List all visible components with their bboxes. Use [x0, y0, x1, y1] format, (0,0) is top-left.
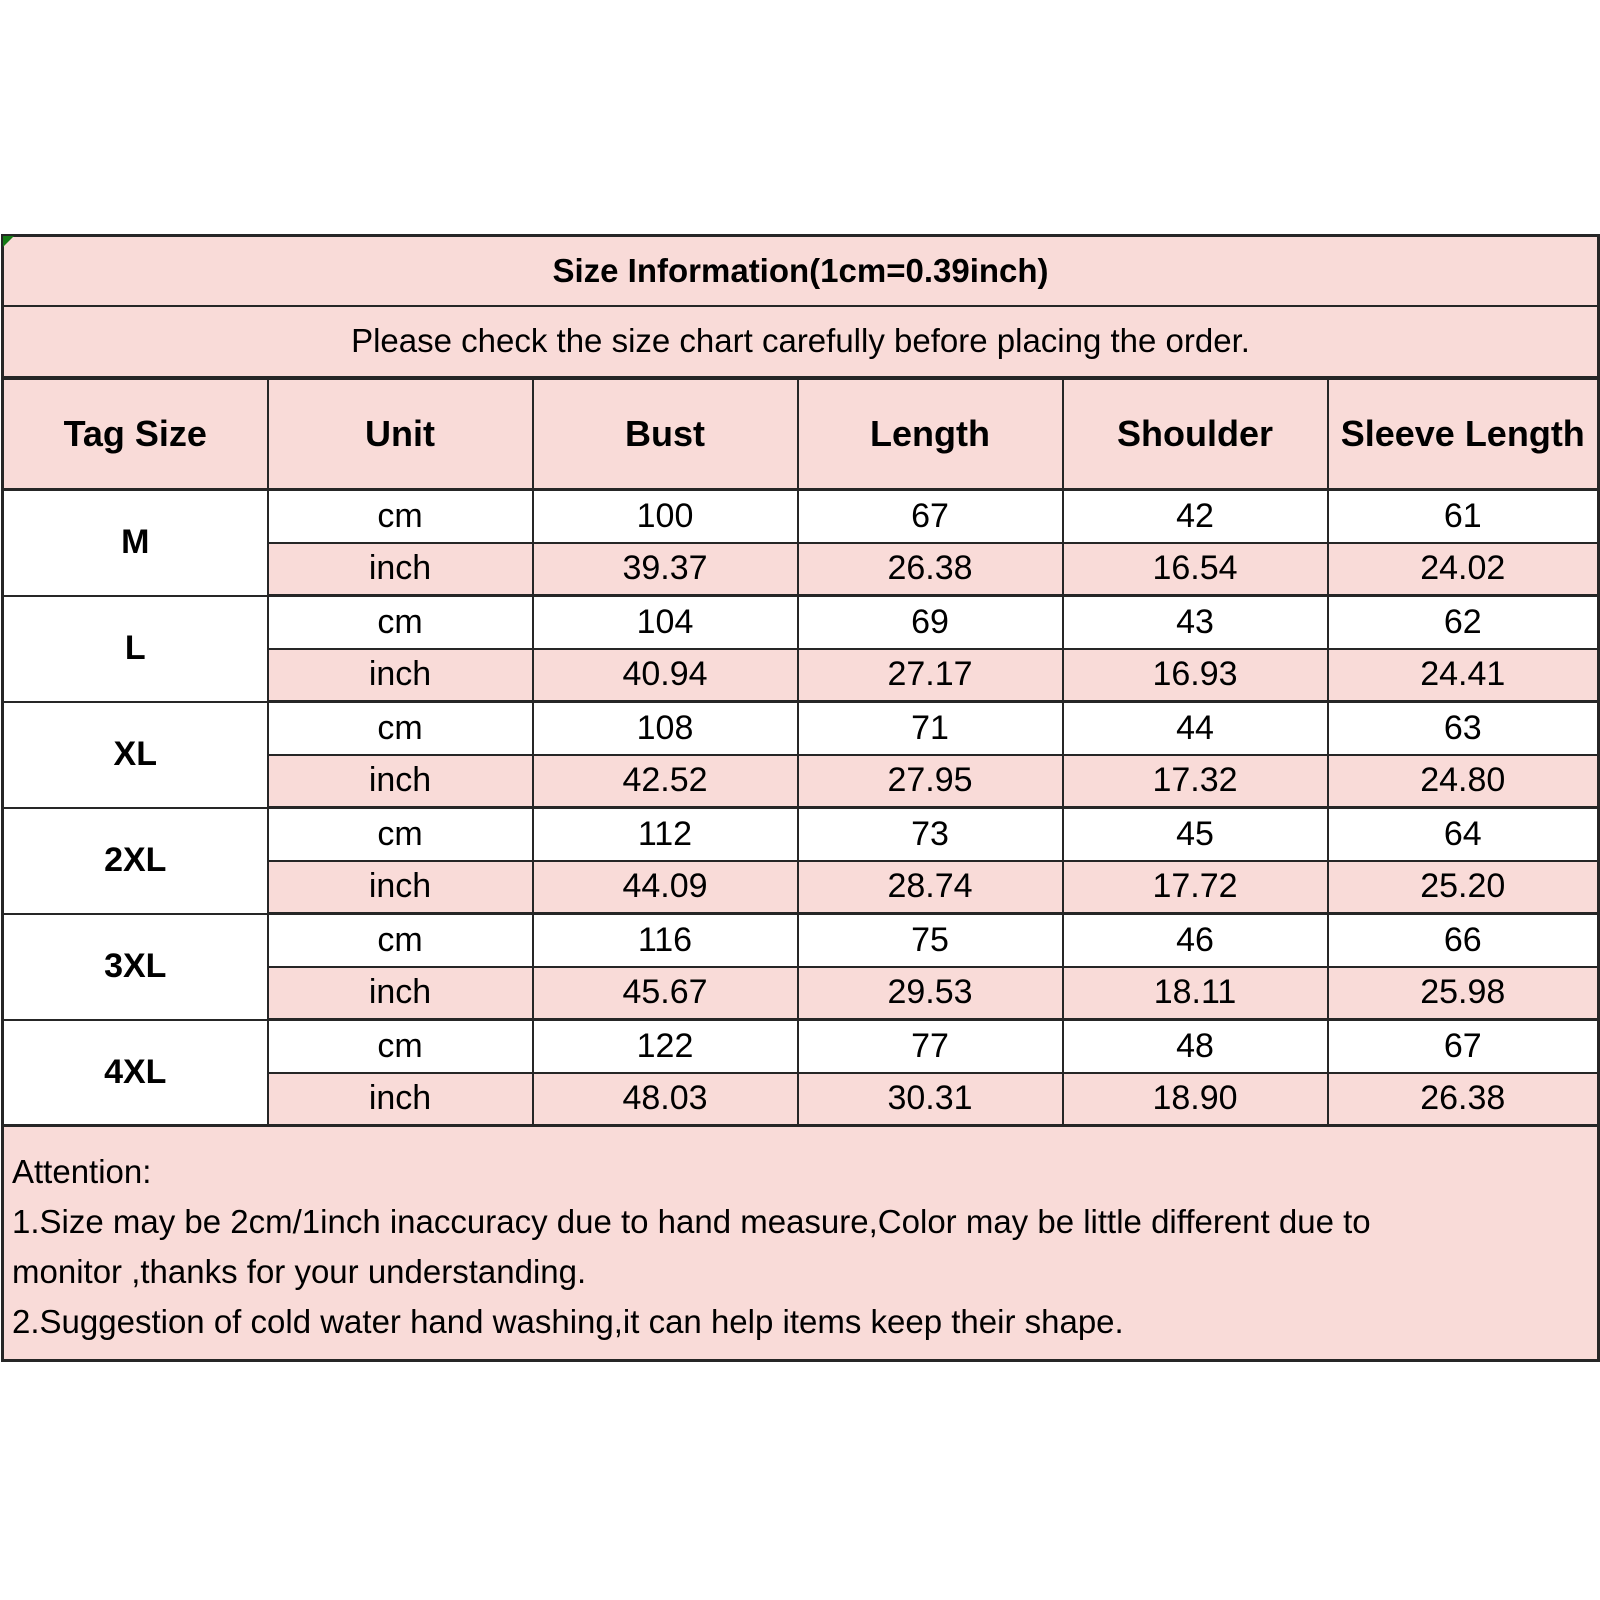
attention-note	[3, 1126, 1599, 1361]
measurement-cell: 16.54	[1063, 543, 1328, 596]
measurement-cell: 48.03	[533, 1073, 798, 1126]
column-header-tag-size: Tag Size	[3, 378, 268, 490]
measurement-cell: 16.93	[1063, 649, 1328, 702]
measurement-cell: 25.98	[1328, 967, 1599, 1020]
measurement-cell: 104	[533, 596, 798, 649]
unit-cell: inch	[268, 543, 533, 596]
measurement-cell: 67	[1328, 1020, 1599, 1073]
measurement-cell: 24.41	[1328, 649, 1599, 702]
unit-cell: inch	[268, 1073, 533, 1126]
column-header-row	[3, 378, 1599, 490]
measurement-cell: 24.80	[1328, 755, 1599, 808]
attention-line: 1.Size may be 2cm/1inch inaccuracy due to hand measure,Color may be little different due to	[12, 1203, 1371, 1240]
measurement-cell: 28.74	[798, 861, 1063, 914]
size-row-2xl-cm	[3, 808, 1599, 861]
measurement-cell: 69	[798, 596, 1063, 649]
measurement-cell: 75	[798, 914, 1063, 967]
measurement-cell: 27.17	[798, 649, 1063, 702]
size-chart-table	[1, 234, 1600, 1362]
measurement-cell: 67	[798, 490, 1063, 543]
unit-cell: inch	[268, 967, 533, 1020]
unit-cell: cm	[268, 1020, 533, 1073]
unit-cell: cm	[268, 490, 533, 543]
column-header-sleeve-length: Sleeve Length	[1328, 378, 1599, 490]
measurement-cell: 17.72	[1063, 861, 1328, 914]
measurement-cell: 63	[1328, 702, 1599, 755]
size-row-4xl-cm	[3, 1020, 1599, 1073]
measurement-cell: 48	[1063, 1020, 1328, 1073]
measurement-cell: 30.31	[798, 1073, 1063, 1126]
size-row-l-cm	[3, 596, 1599, 649]
measurement-cell: 18.90	[1063, 1073, 1328, 1126]
measurement-cell: 18.11	[1063, 967, 1328, 1020]
measurement-cell: 61	[1328, 490, 1599, 543]
unit-cell: cm	[268, 702, 533, 755]
measurement-cell: 25.20	[1328, 861, 1599, 914]
unit-cell: cm	[268, 808, 533, 861]
tag-size-cell: XL	[3, 702, 268, 808]
measurement-cell: 39.37	[533, 543, 798, 596]
unit-cell: inch	[268, 649, 533, 702]
unit-cell: cm	[268, 596, 533, 649]
measurement-cell: 100	[533, 490, 798, 543]
measurement-cell: 66	[1328, 914, 1599, 967]
chart-title: Size Information(1cm=0.39inch)	[3, 236, 1599, 306]
measurement-cell: 27.95	[798, 755, 1063, 808]
measurement-cell: 73	[798, 808, 1063, 861]
measurement-cell: 40.94	[533, 649, 798, 702]
measurement-cell: 24.02	[1328, 543, 1599, 596]
measurement-cell: 45	[1063, 808, 1328, 861]
tag-size-cell: 2XL	[3, 808, 268, 914]
subtitle-row	[3, 306, 1599, 378]
tag-size-cell: 4XL	[3, 1020, 268, 1126]
attention-heading: Attention:	[12, 1153, 152, 1190]
column-header-bust: Bust	[533, 378, 798, 490]
measurement-cell: 29.53	[798, 967, 1063, 1020]
chart-subtitle: Please check the size chart carefully before placing the order.	[3, 306, 1599, 378]
tag-size-cell: 3XL	[3, 914, 268, 1020]
measurement-cell: 26.38	[1328, 1073, 1599, 1126]
corner-marker-icon	[3, 236, 14, 247]
size-row-3xl-cm	[3, 914, 1599, 967]
measurement-cell: 71	[798, 702, 1063, 755]
title-row	[3, 236, 1599, 306]
measurement-cell: 42	[1063, 490, 1328, 543]
measurement-cell: 45.67	[533, 967, 798, 1020]
measurement-cell: 112	[533, 808, 798, 861]
size-row-xl-cm	[3, 702, 1599, 755]
measurement-cell: 42.52	[533, 755, 798, 808]
measurement-cell: 44.09	[533, 861, 798, 914]
column-header-length: Length	[798, 378, 1063, 490]
measurement-cell: 26.38	[798, 543, 1063, 596]
column-header-unit: Unit	[268, 378, 533, 490]
measurement-cell: 43	[1063, 596, 1328, 649]
measurement-cell: 77	[798, 1020, 1063, 1073]
measurement-cell: 116	[533, 914, 798, 967]
attention-line: 2.Suggestion of cold water hand washing,it can help items keep their shape.	[12, 1303, 1124, 1340]
tag-size-cell: M	[3, 490, 268, 596]
attention-line: monitor ,thanks for your understanding.	[12, 1253, 587, 1290]
attention-note-row	[3, 1126, 1599, 1361]
column-header-shoulder: Shoulder	[1063, 378, 1328, 490]
unit-cell: inch	[268, 755, 533, 808]
tag-size-cell: L	[3, 596, 268, 702]
measurement-cell: 46	[1063, 914, 1328, 967]
measurement-cell: 44	[1063, 702, 1328, 755]
unit-cell: cm	[268, 914, 533, 967]
size-row-m-cm	[3, 490, 1599, 543]
measurement-cell: 122	[533, 1020, 798, 1073]
measurement-cell: 17.32	[1063, 755, 1328, 808]
unit-cell: inch	[268, 861, 533, 914]
measurement-cell: 64	[1328, 808, 1599, 861]
measurement-cell: 62	[1328, 596, 1599, 649]
measurement-cell: 108	[533, 702, 798, 755]
